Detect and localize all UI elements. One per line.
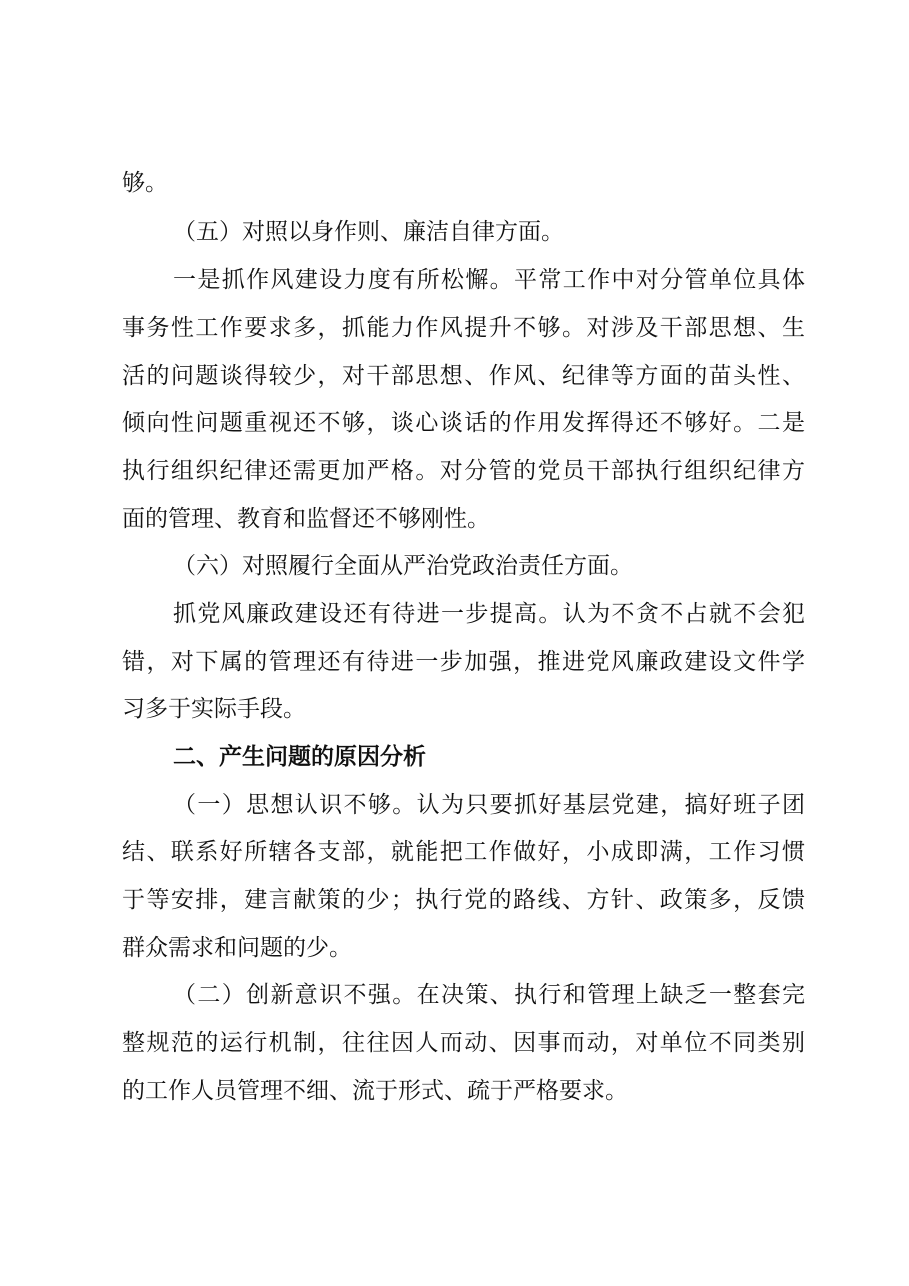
text-line: 的工作人员管理不细、流于形式、疏于严格要求。 (122, 1078, 628, 1104)
text-line: 于等安排，建言献策的少；执行党的路线、方针、政策多，反馈 (122, 887, 805, 913)
text-line: 倾向性问题重视还不够，谈心谈话的作用发挥得还不够好。二是 (122, 410, 805, 436)
text-line: 够。 (122, 170, 168, 196)
text-line: 错，对下属的管理还有待进一步加强，推进党风廉政建设文件学 (122, 649, 805, 675)
text-line: 活的问题谈得较少，对干部思想、作风、纪律等方面的苗头性、 (122, 363, 805, 389)
text-line: 执行组织纪律还需更加严格。对分管的党员干部执行组织纪律方 (122, 458, 805, 484)
text-line: 一是抓作风建设力度有所松懈。平常工作中对分管单位具体 (173, 267, 805, 293)
text-line: 面的管理、教育和监督还不够刚性。 (122, 506, 490, 532)
subheading-line: （五）对照以身作则、廉洁自律方面。 (173, 219, 564, 245)
text-line: 结、联系好所辖各支部，就能把工作做好，小成即满，工作习惯 (122, 839, 805, 865)
text-line: （一）思想认识不够。认为只要抓好基层党建，搞好班子团 (173, 792, 805, 818)
subheading-line: （六）对照履行全面从严治党政治责任方面。 (173, 553, 633, 579)
text-line: 事务性工作要求多，抓能力作风提升不够。对涉及干部思想、生 (122, 315, 805, 341)
text-line: （二）创新意识不强。在决策、执行和管理上缺乏一整套完 (173, 982, 805, 1008)
text-line: 整规范的运行机制，往往因人而动、因事而动，对单位不同类别 (122, 1030, 805, 1056)
section-heading: 二、产生问题的原因分析 (173, 744, 426, 770)
text-line: 习多于实际手段。 (122, 696, 306, 722)
text-line: 群众需求和问题的少。 (122, 935, 352, 961)
text-line: 抓党风廉政建设还有待进一步提高。认为不贪不占就不会犯 (173, 601, 805, 627)
